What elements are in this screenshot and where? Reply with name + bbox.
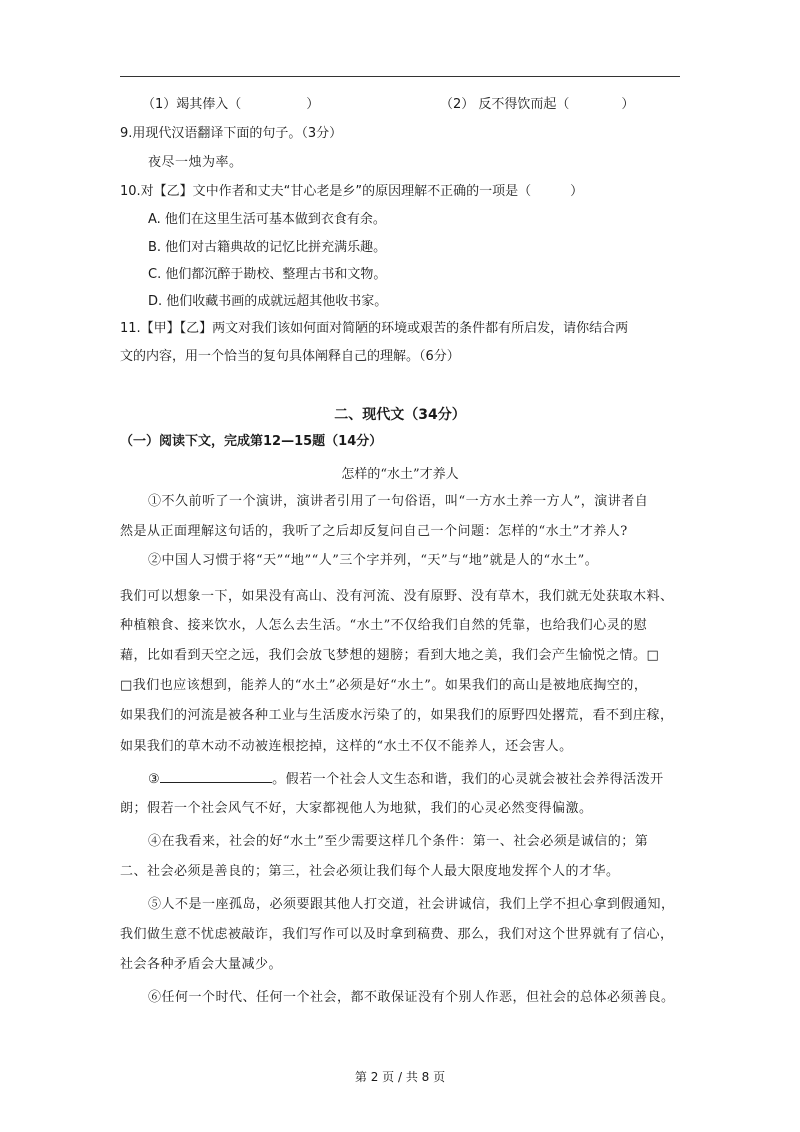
article-line: 我们做生意不忧虑被敲诈，我们写作可以及时拿到稿费、那么，我们对这个世界就有了信心， xyxy=(120,927,674,942)
page-number: 第 2 页 / 共 8 页 xyxy=(354,1070,446,1084)
article-line: 如果我们的草木动不动被连根挖掉，这样的“水土不仅不能养人，还会害人。 xyxy=(120,739,573,754)
article-line: 二、社会必须是善良的；第三，社会必须让我们每个人最大限度地发挥个人的才华。 xyxy=(120,864,620,879)
paragraph-3-number: ③ xyxy=(148,772,161,787)
q10-option-a: A. 他们在这里生活可基本做到衣食有余。 xyxy=(148,212,386,227)
q10-prompt: 10.对【乙】文中作者和丈夫“甘心老是乡”的原因理解不正确的一项是（ ） xyxy=(120,184,584,199)
article-line: ⑤人不是一座孤岛，必须要跟其他人打交道，社会讲诚信，我们上学不担心拿到假通知， xyxy=(148,897,675,912)
article-line: ①不久前听了一个演讲，演讲者引用了一句俗语，叫“一方水土养一方人”，演讲者自 xyxy=(148,494,649,509)
article-line: 种植粮食、接来饮水，人怎么去生活。“水土”不仅给我们自然的凭靠，也给我们心灵的慰 xyxy=(120,618,648,633)
article-line: ②中国人习惯于将“天”“地”“人”三个字并列，“天”与“地”就是人的“水土”。 xyxy=(148,553,599,568)
paragraph-3-line-1 xyxy=(148,770,664,789)
q10-option-b: B. 他们对古籍典故的记忆比拼充满乐趣。 xyxy=(148,240,387,255)
article-line: ⑥任何一个时代、任何一个社会，都不敢保证没有个别人作恶，但社会的总体必须善良。 xyxy=(148,990,675,1005)
q10-option-d: D. 他们收藏书画的成就远超其他收书家。 xyxy=(148,294,388,309)
q11-line-2: 文的内容，用一个恰当的复句具体阐释自己的理解。（6分） xyxy=(120,349,460,364)
article-line: □我们也应该想到，能养人的“水土”必须是好“水土”。如果我们的高山是被地底掏空的， xyxy=(120,678,648,693)
section-heading: 二、现代文（34分） xyxy=(334,407,466,423)
article-line: 如果我们的河流是被各种工业与生活废水污染了的，如果我们的原野四处撂荒，看不到庄稼， xyxy=(120,708,674,723)
q9-prompt: 9.用现代汉语翻译下面的句子。（3分） xyxy=(120,126,343,141)
fill-in-blank[interactable] xyxy=(160,770,272,783)
q9-sentence: 夜尽一烛为率。 xyxy=(148,155,243,170)
q8-item-2: （2） 反不得饮而起（ ） xyxy=(440,97,635,112)
article-line: ④在我看来，社会的好“水土”至少需要这样几个条件：第一、社会必须是诚信的；第 xyxy=(148,834,649,849)
q8-item-1: （1）竭其俸入（ ） xyxy=(142,97,320,112)
article-title: 怎样的“水土”才养人 xyxy=(341,467,459,482)
article-line: 藉，比如看到天空之远，我们会放飞梦想的翅膀；看到大地之美，我们会产生愉悦之情。□ xyxy=(120,648,660,663)
q11-line-1: 11.【甲】【乙】两文对我们该如何面对简陋的环境或艰苦的条件都有所启发，请你结合两 xyxy=(120,321,629,336)
article-line: 社会各种矛盾会大量减少。 xyxy=(120,957,283,972)
header-rule xyxy=(120,76,680,77)
section-subheading: （一）阅读下文，完成第12—15题（14分） xyxy=(120,434,383,449)
q10-option-c: C. 他们都沉醉于勘校、整理古书和文物。 xyxy=(148,267,387,282)
paragraph-3-text: 。假若一个社会人文生态和谐，我们的心灵就会被社会养得活泼开 xyxy=(272,772,664,787)
article-line: 我们可以想象一下，如果没有高山、没有河流、没有原野、没有草木，我们就无处获取木料、 xyxy=(120,589,674,604)
paragraph-3-line-2: 朗；假若一个社会风气不好，大家都视他人为地狱，我们的心灵必然变得偏激。 xyxy=(120,801,593,816)
article-line: 然是从正面理解这句话的，我听了之后却反复问自己一个问题：怎样的“水土”才养人? xyxy=(120,524,628,539)
